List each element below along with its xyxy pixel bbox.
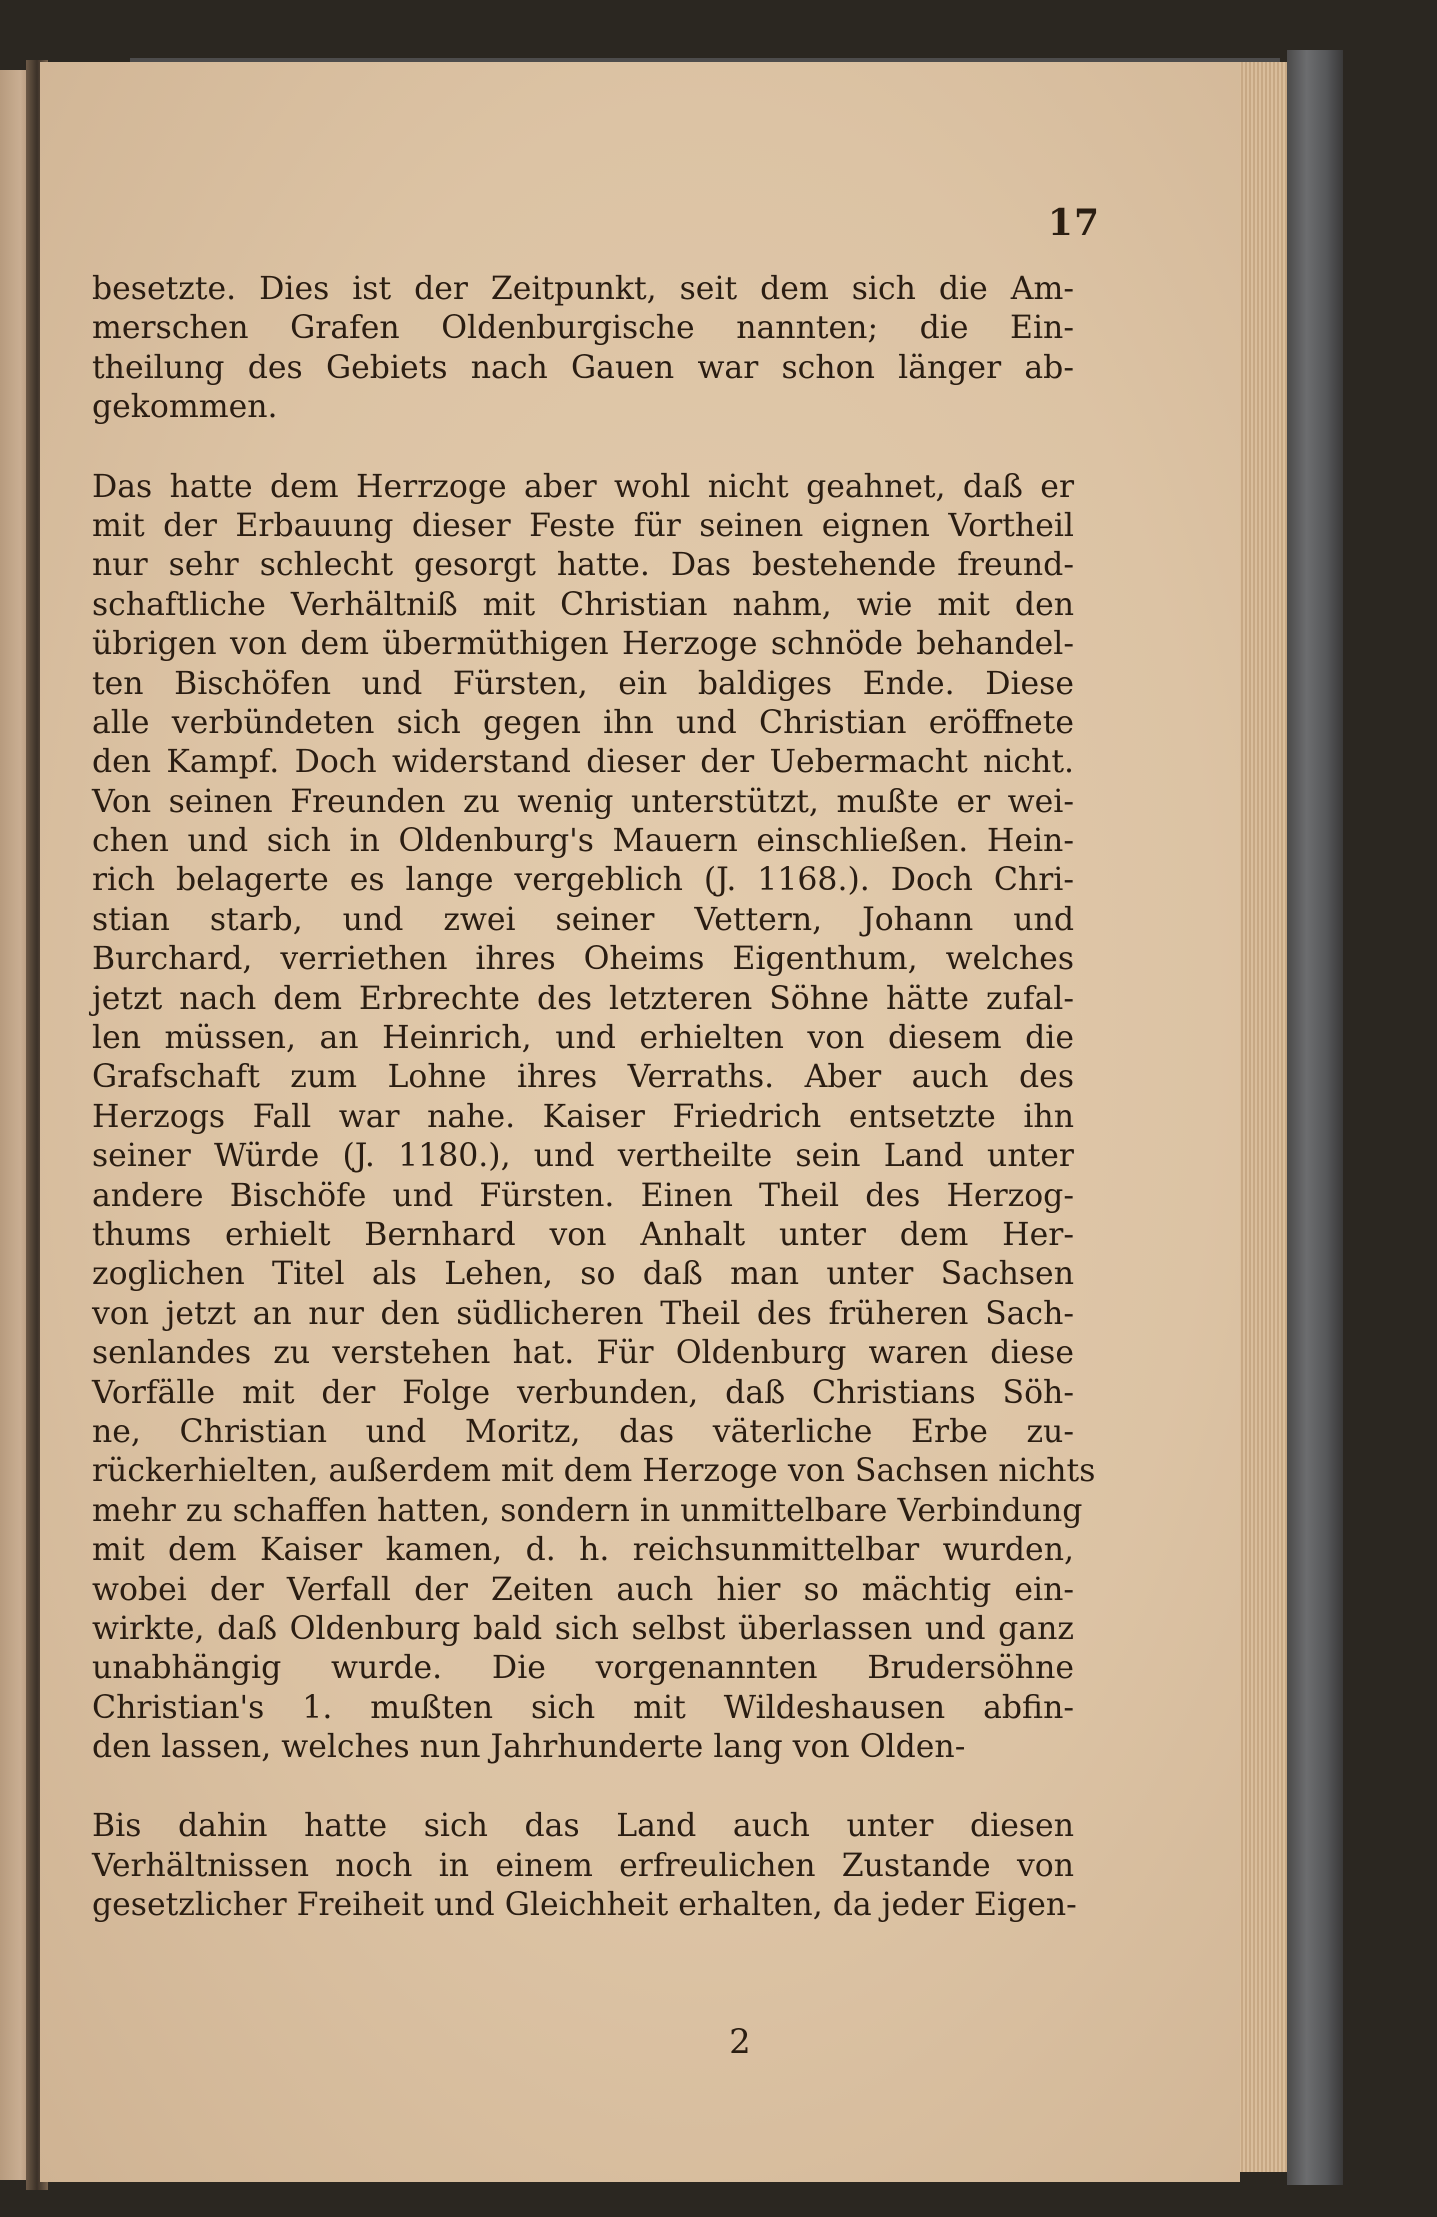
- text-line: ten Bischöfen und Fürsten, ein baldiges Ende. Diese: [92, 665, 1074, 702]
- text-line: andere Bischöfe und Fürsten. Einen Theil des Herzog-: [92, 1177, 1074, 1214]
- text-line: rich belagerte es lange vergeblich (J. 1168.). Doch Chri-: [92, 862, 1074, 899]
- text-line: wobei der Verfall der Zeiten auch hier so mächtig ein-: [92, 1571, 1074, 1608]
- text-line: besetzte. Dies ist der Zeitpunkt, seit dem sich die Am-: [92, 271, 1074, 307]
- body-text: [92, 270, 1096, 1926]
- text-line: von jetzt an nur den südlicheren Theil des früheren Sach-: [92, 1295, 1074, 1332]
- text-line: seiner Würde (J. 1180.), und vertheilte sein Land unter: [92, 1138, 1074, 1175]
- text-line: den lassen, welches nun Jahrhunderte lang von Olden-: [92, 1729, 966, 1766]
- text-line: übrigen von dem übermüthigen Herzoge schnöde behandel-: [92, 626, 1074, 663]
- text-line: Vorfälle mit der Folge verbunden, daß Christians Söh-: [92, 1374, 1074, 1411]
- text-line: senlandes zu verstehen hat. Für Oldenburg waren diese: [92, 1335, 1074, 1372]
- text-line: mit der Erbauung dieser Feste für seinen eignen Vortheil: [92, 507, 1074, 544]
- text-line: schaftliche Verhältniß mit Christian nahm, wie mit den: [92, 586, 1074, 623]
- text-line: mit dem Kaiser kamen, d. h. reichsunmittelbar wurden,: [92, 1532, 1074, 1569]
- text-line: Grafschaft zum Lohne ihres Verraths. Aber auch des: [92, 1059, 1074, 1096]
- text-line: gesetzlicher Freiheit und Gleichheit erhalten, da jeder Eigen-: [92, 1887, 1077, 1924]
- text-line: Von seinen Freunden zu wenig unterstützt, mußte er wei-: [92, 783, 1074, 820]
- book-page: [40, 62, 1240, 2182]
- text-line: Herzogs Fall war nahe. Kaiser Friedrich entsetzte ihn: [92, 1098, 1074, 1135]
- book-cover-spine: [1287, 50, 1343, 2185]
- text-line: nur sehr schlecht gesorgt hatte. Das bestehende freund-: [92, 547, 1074, 584]
- text-line: merschen Grafen Oldenburgische nannten; die Ein-: [92, 310, 1074, 347]
- text-line: mehr zu schaffen hatten, sondern in unmittelbare Verbindung: [92, 1492, 1083, 1529]
- text-line: alle verbündeten sich gegen ihn und Christian eröffnete: [92, 704, 1074, 741]
- text-line: Christian's 1. mußten sich mit Wildeshausen abfin-: [92, 1689, 1074, 1726]
- text-line: Burchard, verriethen ihres Oheims Eigenthum, welches: [92, 941, 1074, 978]
- text-line: thums erhielt Bernhard von Anhalt unter dem Her-: [92, 1216, 1074, 1253]
- text-line: ne, Christian und Moritz, das väterliche Erbe zu-: [92, 1413, 1074, 1450]
- text-line: jetzt nach dem Erbrechte des letzteren Söhne hätte zufal-: [92, 980, 1074, 1017]
- text-line: stian starb, und zwei seiner Vettern, Johann und: [92, 901, 1074, 938]
- text-line: zoglichen Titel als Lehen, so daß man unter Sachsen: [92, 1256, 1074, 1293]
- text-line: chen und sich in Oldenburg's Mauern einschließen. Hein-: [92, 823, 1074, 860]
- text-line: gekommen.: [92, 389, 278, 426]
- text-line: Verhältnissen noch in einem erfreulichen Zustande von: [92, 1847, 1074, 1884]
- page-number: 17: [1047, 202, 1100, 244]
- text-line: Bis dahin hatte sich das Land auch unter diesen: [92, 1808, 1074, 1845]
- text-line: Das hatte dem Herrzoge aber wohl nicht geahnet, daß er: [92, 468, 1074, 505]
- text-line: den Kampf. Doch widerstand dieser der Uebermacht nicht.: [92, 744, 1074, 781]
- text-line: len müssen, an Heinrich, und erhielten von diesem die: [92, 1020, 1074, 1057]
- text-line: theilung des Gebiets nach Gauen war schon länger ab-: [92, 349, 1074, 386]
- text-line: unabhängig wurde. Die vorgenannten Brudersöhne: [92, 1650, 1074, 1687]
- printer-signature-mark: 2: [729, 2022, 751, 2062]
- text-line: wirkte, daß Oldenburg bald sich selbst überlassen und ganz: [92, 1610, 1074, 1647]
- text-line: rückerhielten, außerdem mit dem Herzoge von Sachsen nichts: [92, 1453, 1096, 1490]
